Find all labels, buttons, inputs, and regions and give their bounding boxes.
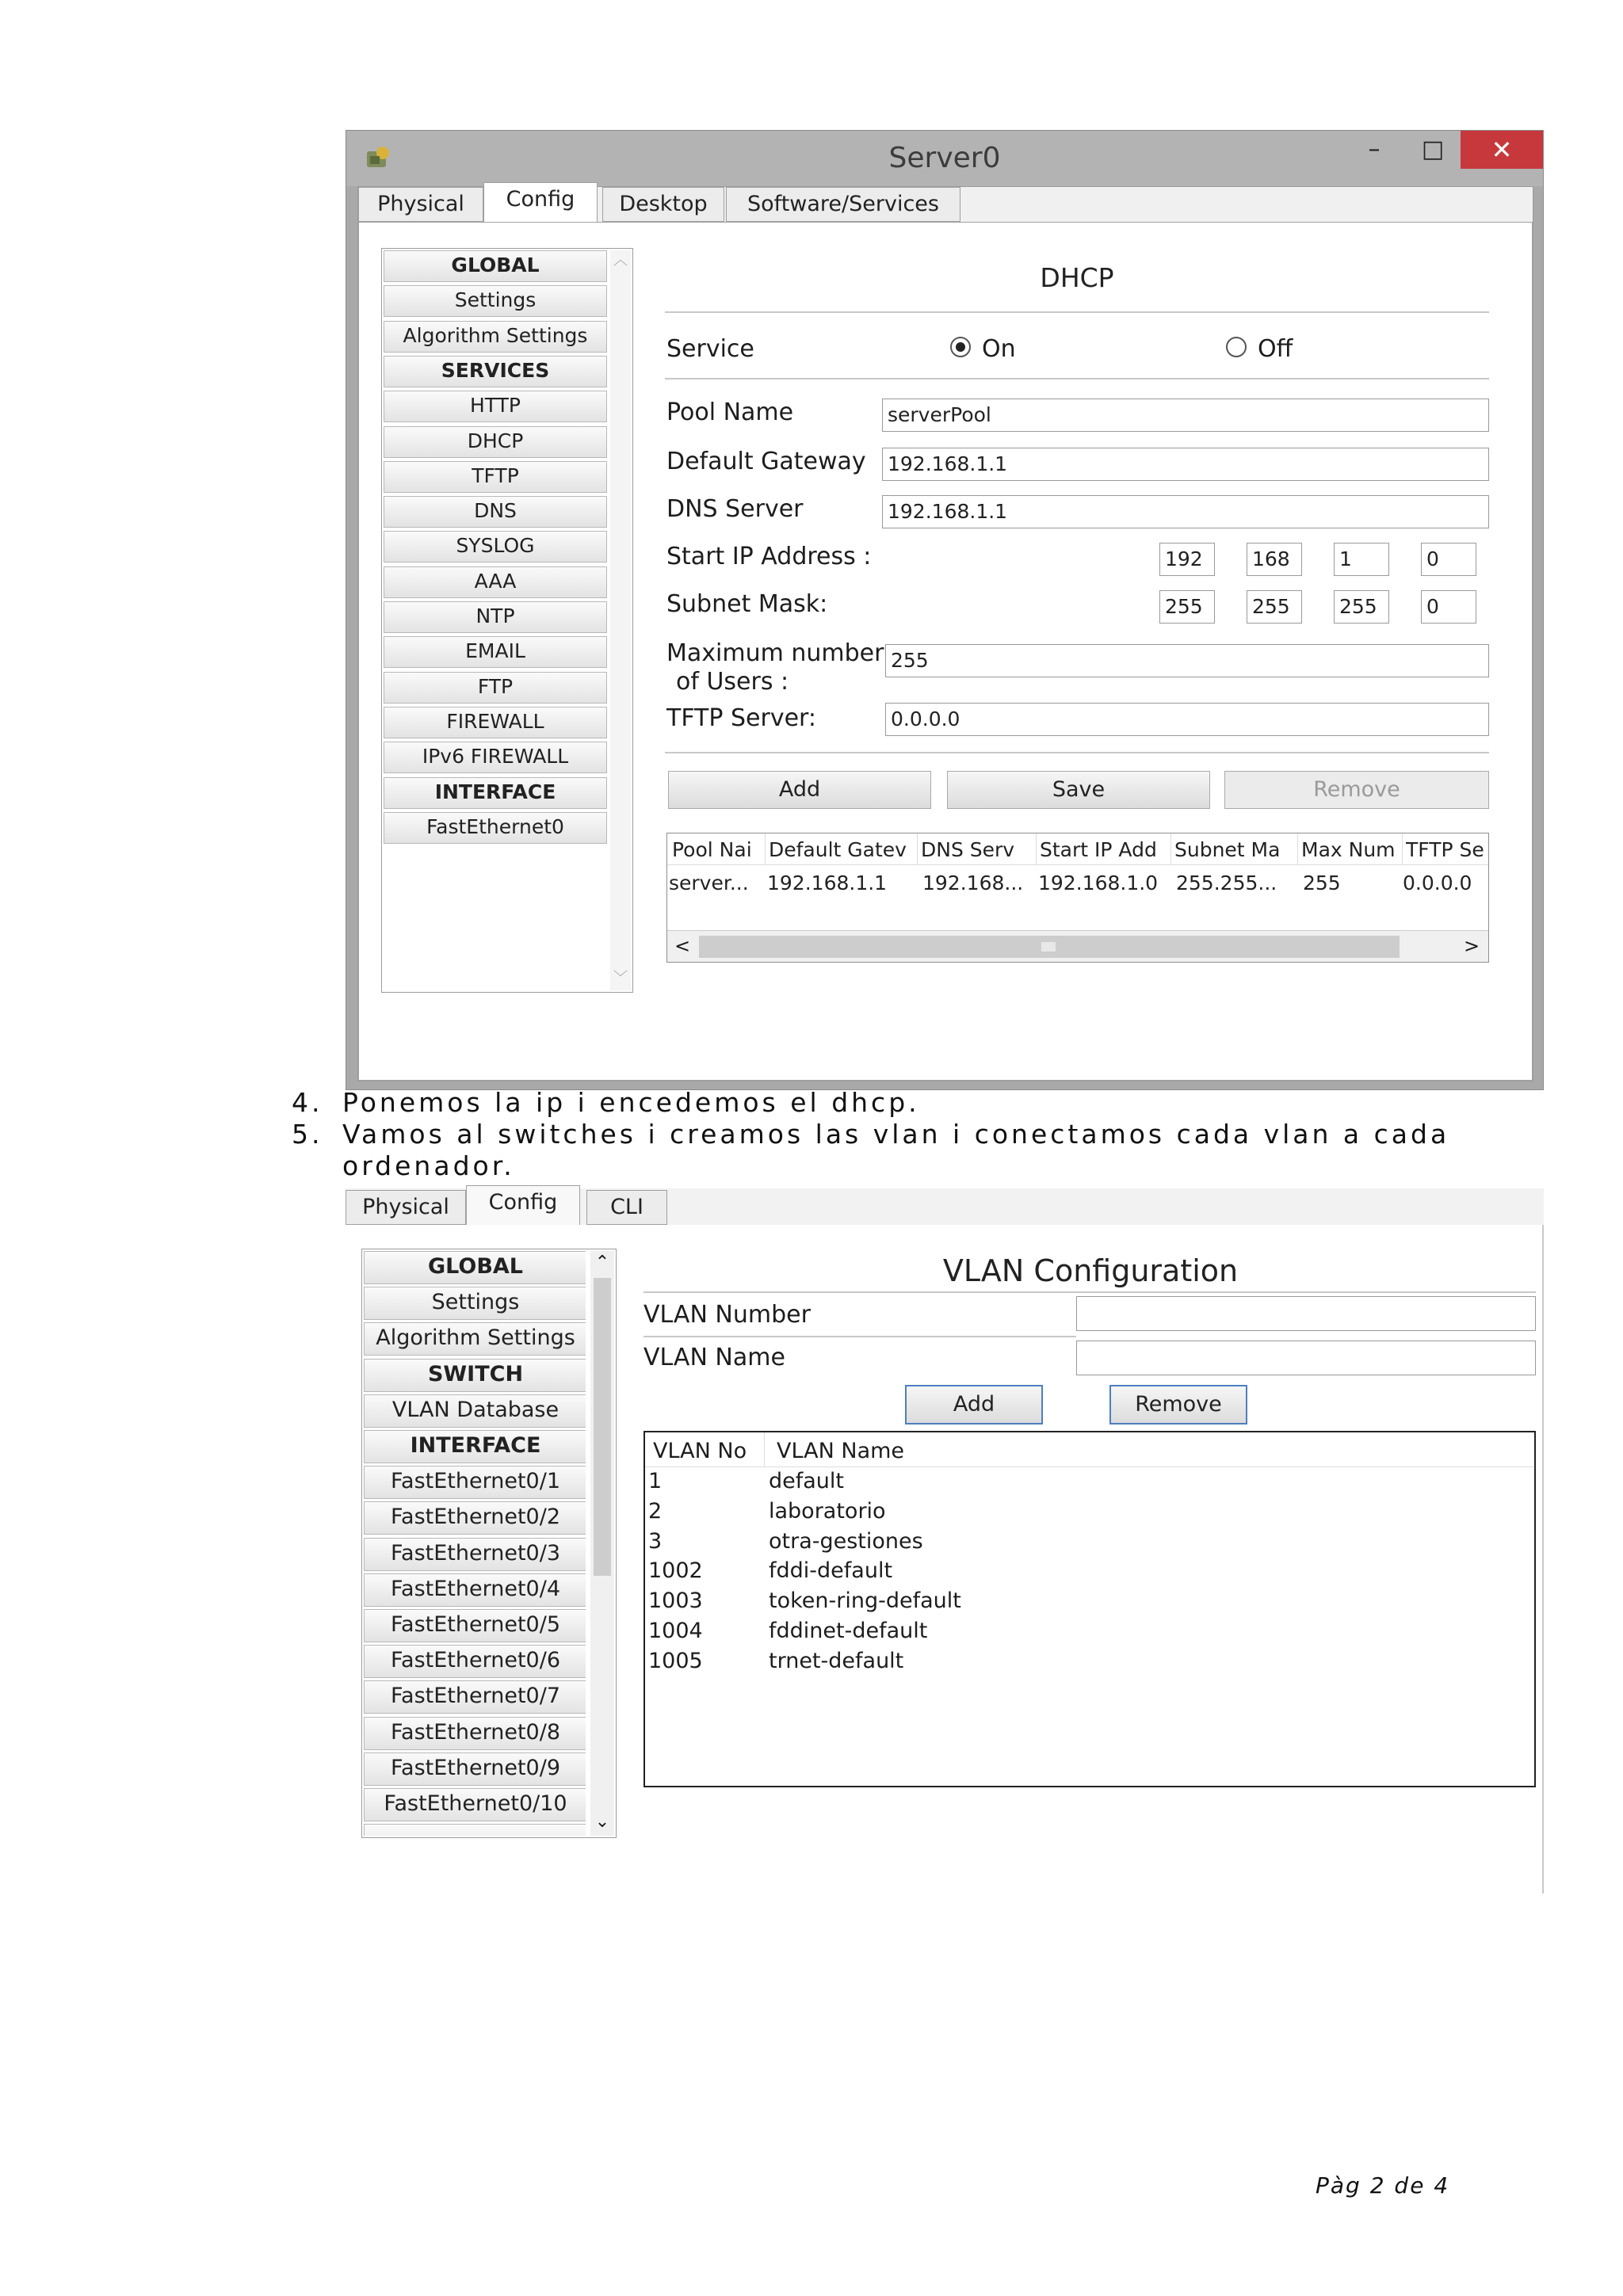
column-header-vlan-no[interactable]: VLAN No [653,1439,747,1463]
table-row[interactable] [645,1469,1534,1497]
list-number-5: 5. [292,1119,323,1150]
sidebar-list [364,1251,586,1836]
column-divider [1170,833,1171,865]
vlan-number-cell: 1 [648,1469,663,1493]
sidebar-item-ftp[interactable]: FTP [384,672,607,704]
tftp-server-input[interactable]: 0.0.0.0 [885,703,1489,736]
scrollbar-thumb[interactable] [594,1278,611,1576]
vlan-number-cell: 1002 [648,1558,703,1584]
table-cell: 192.168.1.1 [767,871,888,894]
vlan-name-cell: laboratorio [769,1498,886,1524]
column-divider [1036,833,1037,865]
divider [643,1291,1536,1293]
vlan-name-cell: token-ring-default [769,1589,961,1614]
sidebar-header-global: GLOBAL [384,250,607,282]
table-cell: 192.168.1.0 [1038,871,1159,894]
dhcp-heading: DHCP [1040,262,1114,293]
scroll-up-icon[interactable]: ⌃ [594,1253,610,1272]
table-cell: 0.0.0.0 [1403,871,1472,894]
vlan-number-cell: 3 [648,1528,663,1554]
service-off-radio[interactable] [1226,337,1247,357]
service-label: Service [666,335,754,363]
sidebar-item-fastethernet0-7[interactable]: FastEthernet0/7 [364,1680,586,1714]
column-header-2[interactable]: Default Gatev [769,838,907,861]
sidebar-item-firewall[interactable]: FIREWALL [384,707,607,738]
column-divider [765,833,766,865]
sidebar-item-settings[interactable]: Settings [364,1287,586,1320]
sidebar-item-algorithm-settings[interactable]: Algorithm Settings [364,1322,586,1356]
scroll-right-icon[interactable]: > [1463,935,1480,957]
subnet-octet-3[interactable]: 255 [1334,590,1389,624]
sidebar-item-tftp[interactable]: TFTP [384,461,607,493]
scroll-down-icon[interactable]: ﹀ [613,970,628,986]
max-users-input[interactable]: 255 [885,644,1489,677]
default-gateway-label: Default Gateway [666,448,866,475]
sidebar-header-global: GLOBAL [364,1251,586,1284]
sidebar-item-http[interactable]: HTTP [384,391,607,422]
sidebar-item-fastethernet0-8[interactable]: FastEthernet0/8 [364,1717,586,1750]
window-title: Server0 [888,142,1001,174]
max-users-label: Maximum number [666,639,884,667]
scroll-up-icon[interactable]: ︿ [613,252,628,269]
config-sidebar [361,1249,617,1838]
title-bar[interactable] [346,131,1543,186]
sidebar-item-fastethernet0-3[interactable]: FastEthernet0/3 [364,1538,586,1571]
table-row[interactable] [645,1619,1534,1647]
table-cell: 192.168... [922,871,1024,894]
tab-config[interactable]: Config [483,182,598,222]
vlan-name-cell: default [769,1469,845,1493]
table-row[interactable] [645,1529,1534,1558]
vlan-name-label: VLAN Name [643,1344,785,1371]
sidebar-header-switch: SWITCH [364,1359,586,1392]
scrollbar-thumb[interactable] [699,936,1400,958]
vlan-number-cell: 2 [648,1498,663,1524]
window-edge [1542,1225,1544,1894]
instruction-5-line-2: ordenador. [342,1150,515,1181]
column-header-3[interactable]: DNS Serv [921,838,1015,861]
sidebar-item-fastethernet0[interactable]: FastEthernet0 [384,812,607,844]
column-divider [1402,833,1403,865]
start-ip-octet-4[interactable]: 0 [1421,543,1476,576]
sidebar-scrollbar[interactable] [590,1251,614,1836]
column-divider [764,1432,765,1467]
column-header-5[interactable]: Subnet Ma [1174,838,1281,861]
maximize-icon[interactable]: □ [1421,135,1445,163]
table-row[interactable] [645,1649,1534,1677]
column-divider [1297,833,1298,865]
tab-cli[interactable]: CLI [586,1190,667,1225]
column-header-1[interactable]: Pool Nai [672,838,752,861]
table-row[interactable] [645,1589,1534,1617]
subnet-octet-2[interactable]: 255 [1247,590,1302,624]
minimize-icon[interactable]: – [1368,135,1381,163]
thumb-grip [1041,942,1056,952]
sidebar-item-ipv6-firewall[interactable]: IPv6 FIREWALL [384,742,607,773]
service-off-label: Off [1258,335,1293,363]
add-button[interactable]: Add [668,771,931,809]
vlan-name-cell: trnet-default [769,1648,904,1673]
pool-name-label: Pool Name [666,399,794,426]
vlan-heading: VLAN Configuration [942,1253,1239,1288]
config-panel [358,222,1533,1081]
instruction-4: Ponemos la ip i encedemos el dhcp. [342,1087,920,1118]
sidebar-header-interface: INTERFACE [364,1430,586,1463]
sidebar-item-partial[interactable] [364,1824,586,1836]
scroll-left-icon[interactable]: < [674,935,691,957]
vlan-number-cell: 1003 [648,1589,703,1614]
service-on-label: On [982,335,1016,363]
service-on-radio[interactable] [950,337,971,357]
horizontal-scrollbar[interactable] [667,930,1488,962]
vlan-number-cell: 1005 [648,1648,703,1673]
list-number-4: 4. [292,1087,323,1118]
scroll-down-icon[interactable]: ⌄ [594,1812,610,1832]
sidebar-item-dns[interactable]: DNS [384,496,607,528]
add-button[interactable]: Add [905,1385,1043,1425]
table-row[interactable] [645,1499,1534,1527]
sidebar-item-fastethernet0-5[interactable]: FastEthernet0/5 [364,1609,586,1642]
vlan-number-cell: 1004 [648,1619,703,1643]
vlan-name-cell: fddinet-default [769,1619,928,1643]
sidebar-item-settings[interactable]: Settings [384,285,607,317]
sidebar-item-fastethernet0-1[interactable]: FastEthernet0/1 [364,1466,586,1499]
column-header-7[interactable]: TFTP Se [1406,838,1484,861]
vlan-name-cell: fddi-default [769,1558,893,1584]
sidebar-scrollbar[interactable] [610,250,631,990]
start-ip-label: Start IP Address : [666,543,872,570]
start-ip-octet-1[interactable]: 192 [1159,543,1215,576]
vlan-number-input[interactable] [1076,1296,1536,1331]
column-header-4[interactable]: Start IP Add [1040,838,1157,861]
tab-physical[interactable]: Physical [358,187,483,222]
dns-server-label: DNS Server [666,495,804,523]
sidebar-item-algorithm-settings[interactable]: Algorithm Settings [384,321,607,353]
sidebar-item-fastethernet0-2[interactable]: FastEthernet0/2 [364,1501,586,1535]
vlan-name-cell: otra-gestiones [769,1528,923,1554]
sidebar-item-fastethernet0-9[interactable]: FastEthernet0/9 [364,1753,586,1786]
tab-physical[interactable]: Physical [346,1190,466,1225]
max-users-label-2: of Users : [676,668,789,696]
sidebar-item-fastethernet0-6[interactable]: FastEthernet0/6 [364,1645,586,1678]
table-cell: 255 [1303,871,1341,894]
subnet-octet-1[interactable]: 255 [1159,590,1215,624]
table-cell: 255.255... [1176,871,1277,894]
subnet-mask-label: Subnet Mask: [666,590,828,618]
table-row[interactable] [645,1558,1534,1587]
switch-config-window [346,1188,1544,1894]
instruction-5-line-1: Vamos al switches i creamos las vlan i conectamos cada vlan a cada [342,1119,1450,1150]
save-button[interactable]: Save [947,771,1210,809]
vlan-name-input[interactable] [1076,1341,1536,1375]
table-cell: server... [669,871,749,894]
sidebar-header-services: SERVICES [384,356,607,387]
remove-button[interactable]: Remove [1224,771,1489,809]
divider [643,1336,1076,1337]
server0-window [346,130,1544,1090]
sidebar-header-interface: INTERFACE [384,777,607,809]
sidebar-item-fastethernet0-4[interactable]: FastEthernet0/4 [364,1573,586,1607]
dns-server-input[interactable]: 192.168.1.1 [882,495,1489,528]
subnet-octet-4[interactable]: 0 [1421,590,1476,624]
vlan-table [643,1431,1536,1787]
sidebar-item-aaa[interactable]: AAA [384,566,607,598]
divider [665,378,1489,379]
sidebar-item-fastethernet0-10[interactable]: FastEthernet0/10 [364,1788,586,1821]
remove-button[interactable]: Remove [1109,1385,1247,1425]
column-divider [917,833,918,865]
table-header [667,833,1488,865]
sidebar-item-email[interactable]: EMAIL [384,636,607,668]
sidebar-item-syslog[interactable]: SYSLOG [384,531,607,563]
tab-config[interactable]: Config [466,1185,580,1225]
tftp-server-label: TFTP Server: [666,704,816,732]
window-client [357,186,1533,1081]
divider [665,311,1489,313]
pool-table [666,833,1489,963]
close-icon[interactable]: ✕ [1461,131,1543,169]
tab-desktop[interactable]: Desktop [602,187,724,222]
page-footer: Pàg 2 de 4 [1316,2172,1450,2199]
vlan-number-label: VLAN Number [643,1301,811,1329]
default-gateway-input[interactable]: 192.168.1.1 [882,448,1489,481]
column-header-6[interactable]: Max Num [1301,838,1396,861]
sidebar-item-ntp[interactable]: NTP [384,601,607,633]
table-row[interactable] [667,867,1488,897]
divider [665,752,1489,753]
start-ip-octet-3[interactable]: 1 [1334,543,1389,576]
pool-name-input[interactable]: serverPool [882,399,1489,432]
table-header [645,1432,1534,1467]
column-header-vlan-name[interactable]: VLAN Name [777,1439,905,1463]
config-sidebar [381,248,633,993]
sidebar-item-dhcp[interactable]: DHCP [384,426,607,458]
sidebar-item-vlan-database[interactable]: VLAN Database [364,1394,586,1428]
start-ip-octet-2[interactable]: 168 [1247,543,1302,576]
tab-software-services[interactable]: Software/Services [726,187,960,222]
